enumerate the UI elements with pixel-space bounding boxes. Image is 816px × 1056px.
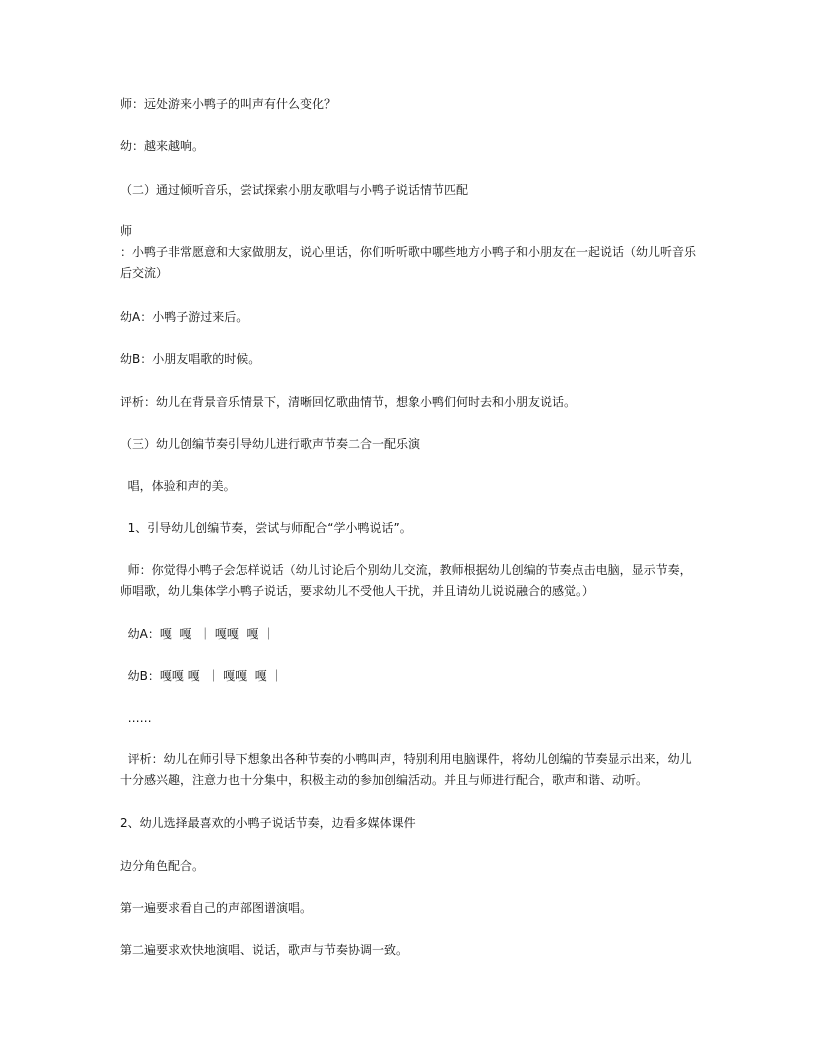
rhythm-b: 幼B：嘎嘎 嘎 ｜ 嘎嘎 嘎 ｜	[120, 669, 283, 683]
section-heading-2: （二）通过倾听音乐，尝试探索小朋友歌唱与小鸭子说话情节匹配	[120, 183, 469, 197]
paragraph-8: 边分角色配合。	[120, 859, 205, 873]
paragraph-3-body: ：小鸭子非常愿意和大家做朋友，说心里话，你们听听歌中哪些地方小鸭子和小朋友在一起说话（幼儿听音乐后交流）	[120, 245, 697, 280]
paragraph-5: 幼B：小朋友唱歌的时候。	[120, 352, 261, 366]
rhythm-a: 幼A：嘎 嘎 ｜ 嘎嘎 嘎 ｜	[120, 627, 275, 641]
paragraph-7: 师：你觉得小鸭子会怎样说话（幼儿讨论后个别幼儿交流，教师根据幼儿创编的节奏点击电脑，显示节奏，师唱歌，幼儿集体学小鸭子说话，要求幼儿不受他人干扰，并且请幼儿说说融合的感觉。）	[120, 563, 692, 598]
paragraph-10: 第二遍要求欢快地演唱、说话，歌声与节奏协调一致。	[120, 943, 409, 957]
paragraph-6: 唱，体验和声的美。	[120, 479, 236, 493]
ellipsis: ……	[120, 711, 152, 725]
paragraph-2: 幼：越来越响。	[120, 139, 205, 153]
comment-2: 评析：幼儿在师引导下想象出各种节奏的小鸭叫声，特别利用电脑课件，将幼儿创编的节奏显示出来，幼儿十分感兴趣，注意力也十分集中，积极主动的参加创编活动。并且与师进行配合，歌声和谐、动听。	[120, 752, 692, 787]
paragraph-1: 师：远处游来小鸭子的叫声有什么变化？	[120, 97, 337, 111]
step-2-heading: 2、幼儿选择最喜欢的小鸭子说话节奏，边看多媒体课件	[120, 816, 416, 830]
paragraph-4: 幼A：小鸭子游过来后。	[120, 310, 249, 324]
comment-1: 评析：幼儿在背景音乐情景下，清晰回忆歌曲情节，想象小鸭们何时去和小朋友说话。	[120, 395, 577, 409]
section-heading-3: （三）幼儿创编节奏引导幼儿进行歌声节奏二合一配乐演	[120, 437, 421, 451]
step-1-heading: 1、引导幼儿创编节奏，尝试与师配合“学小鸭说话”。	[120, 521, 412, 535]
paragraph-3-speaker: 师	[120, 224, 133, 238]
paragraph-9: 第一遍要求看自己的声部图谱演唱。	[120, 901, 313, 915]
